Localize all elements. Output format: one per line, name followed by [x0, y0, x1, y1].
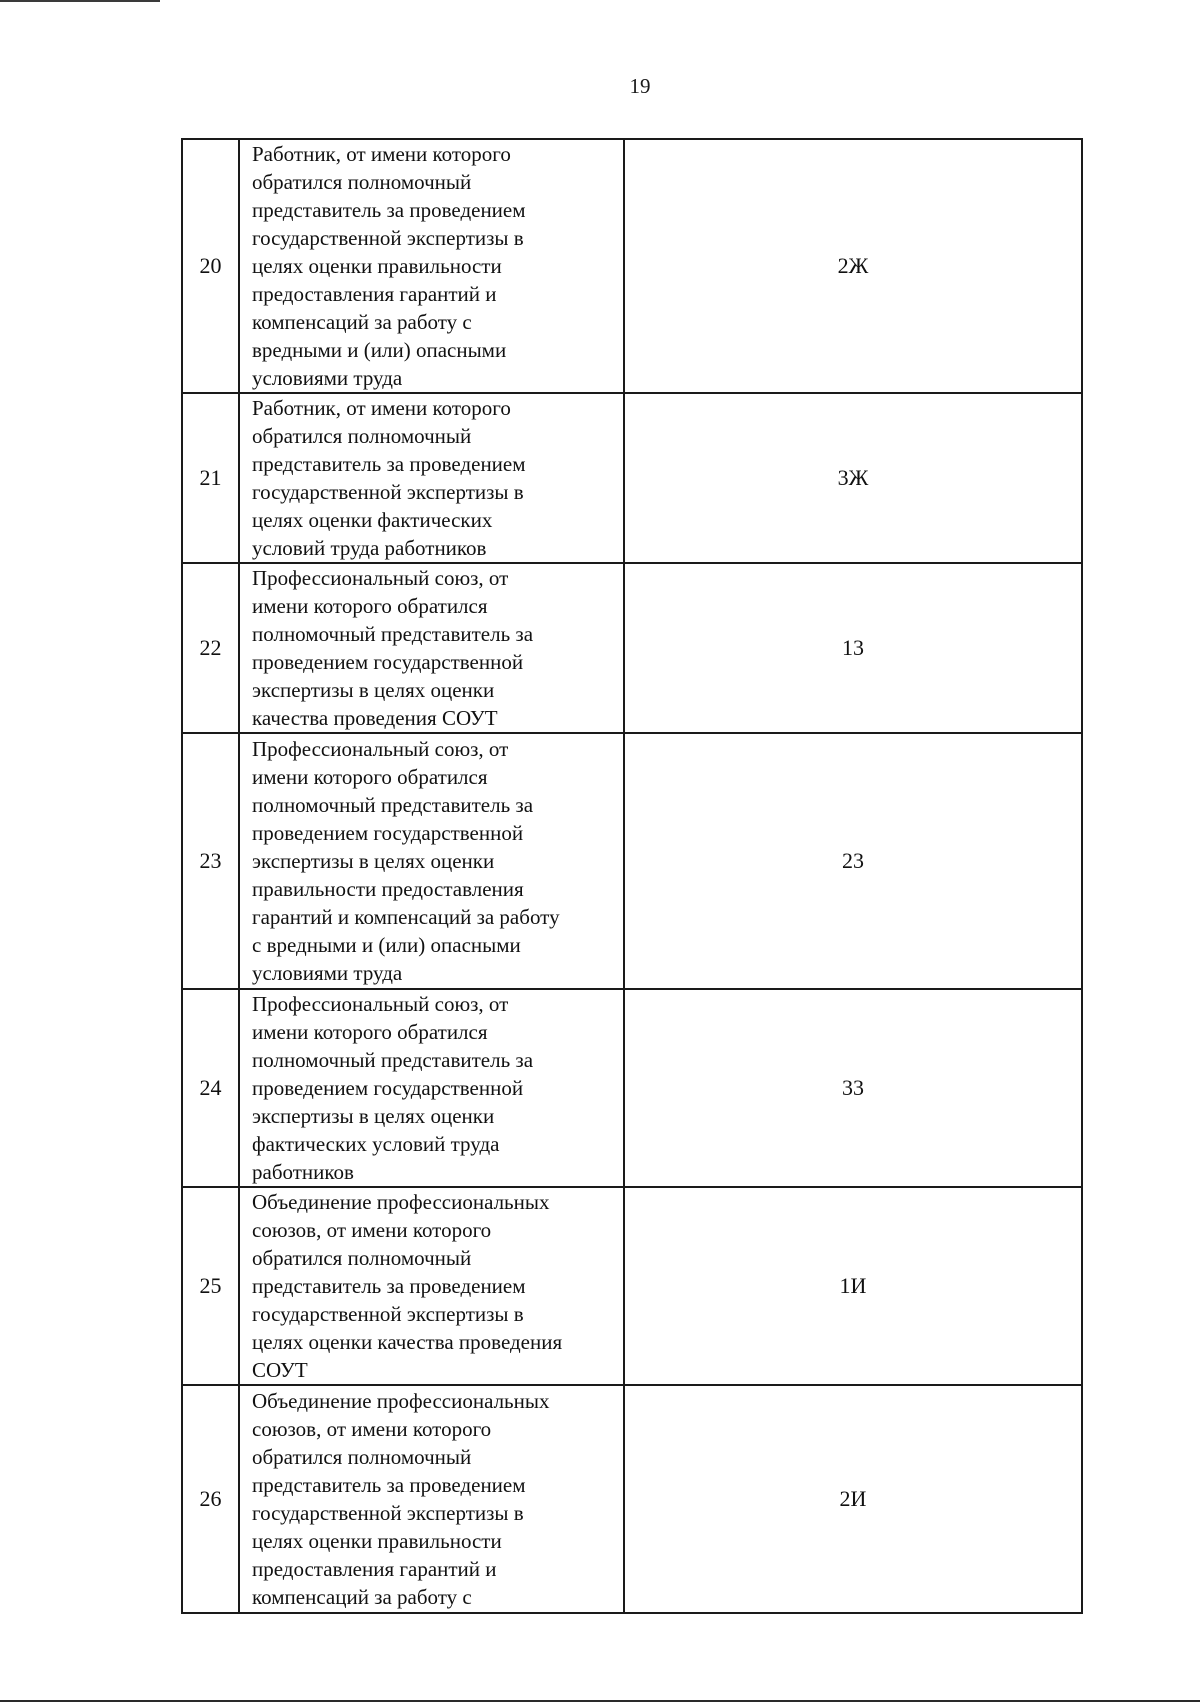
- description-line: с вредными и (или) опасными: [252, 933, 521, 957]
- row-number: 23: [182, 733, 239, 989]
- document-table: [181, 138, 1083, 1614]
- row-description: [239, 989, 624, 1187]
- description-line: полномочный представитель за: [252, 622, 534, 646]
- row-code: 13: [624, 563, 1082, 733]
- description-line: государственной экспертизы в: [252, 480, 524, 504]
- description-line: Профессиональный союз, от: [252, 737, 509, 761]
- description-line: обратился полномочный: [252, 1246, 472, 1270]
- description-line: обратился полномочный: [252, 170, 472, 194]
- description-line: Работник, от имени которого: [252, 396, 511, 420]
- description-line: союзов, от имени которого: [252, 1417, 492, 1441]
- row-number: 26: [182, 1385, 239, 1613]
- table-row: [182, 733, 1082, 989]
- description-line: имени которого обратился: [252, 765, 488, 789]
- description-line: СОУТ: [252, 1358, 308, 1382]
- description-line: целях оценки правильности: [252, 1529, 502, 1553]
- description-line: проведением государственной: [252, 1076, 524, 1100]
- description-line: представитель за проведением: [252, 1274, 526, 1298]
- description-line: Работник, от имени которого: [252, 142, 511, 166]
- row-number: 21: [182, 393, 239, 563]
- row-code: 3Ж: [624, 393, 1082, 563]
- table-row: [182, 1187, 1082, 1385]
- description-line: целях оценки качества проведения: [252, 1330, 563, 1354]
- description-line: обратился полномочный: [252, 1445, 472, 1469]
- table-row: [182, 1385, 1082, 1613]
- table-body: [182, 139, 1082, 1613]
- row-description: [239, 393, 624, 563]
- description-line: целях оценки фактических: [252, 508, 493, 532]
- page-number: 19: [629, 74, 651, 98]
- description-line: Объединение профессиональных: [252, 1389, 550, 1413]
- description-line: компенсаций за работу с: [252, 1585, 472, 1609]
- description-line: Профессиональный союз, от: [252, 992, 509, 1016]
- description-line: экспертизы в целях оценки: [252, 1104, 495, 1128]
- description-line: Профессиональный союз, от: [252, 566, 509, 590]
- description-line: экспертизы в целях оценки: [252, 849, 495, 873]
- description-line: проведением государственной: [252, 650, 524, 674]
- description-line: представитель за проведением: [252, 1473, 526, 1497]
- description-line: условиями труда: [252, 366, 403, 390]
- table-row: [182, 989, 1082, 1187]
- description-line: проведением государственной: [252, 821, 524, 845]
- description-line: государственной экспертизы в: [252, 226, 524, 250]
- description-line: полномочный представитель за: [252, 793, 534, 817]
- description-line: имени которого обратился: [252, 594, 488, 618]
- row-code: 2И: [624, 1385, 1082, 1613]
- description-line: союзов, от имени которого: [252, 1218, 492, 1242]
- description-line: полномочный представитель за: [252, 1048, 534, 1072]
- row-code: 23: [624, 733, 1082, 989]
- row-number: 20: [182, 139, 239, 393]
- description-line: работников: [252, 1160, 354, 1184]
- description-line: представитель за проведением: [252, 452, 526, 476]
- description-line: предоставления гарантий и: [252, 1557, 497, 1581]
- description-line: государственной экспертизы в: [252, 1501, 524, 1525]
- description-line: качества проведения СОУТ: [252, 706, 498, 730]
- row-code: 2Ж: [624, 139, 1082, 393]
- description-line: компенсаций за работу с: [252, 310, 472, 334]
- scan-edge-mark: [0, 0, 160, 2]
- table-row: [182, 393, 1082, 563]
- description-line: фактических условий труда: [252, 1132, 500, 1156]
- description-line: гарантий и компенсаций за работу: [252, 905, 560, 929]
- description-line: условиями труда: [252, 961, 403, 985]
- description-line: Объединение профессиональных: [252, 1190, 550, 1214]
- description-line: экспертизы в целях оценки: [252, 678, 495, 702]
- row-code: 1И: [624, 1187, 1082, 1385]
- description-line: правильности предоставления: [252, 877, 524, 901]
- row-description: [239, 139, 624, 393]
- table-row: [182, 563, 1082, 733]
- description-line: предоставления гарантий и: [252, 282, 497, 306]
- scan-bottom-edge: [0, 1700, 1200, 1702]
- row-number: 22: [182, 563, 239, 733]
- description-line: обратился полномочный: [252, 424, 472, 448]
- row-description: [239, 1385, 624, 1613]
- description-line: государственной экспертизы в: [252, 1302, 524, 1326]
- row-description: [239, 733, 624, 989]
- table-row: [182, 139, 1082, 393]
- description-line: целях оценки правильности: [252, 254, 502, 278]
- description-line: имени которого обратился: [252, 1020, 488, 1044]
- description-line: условий труда работников: [252, 536, 487, 560]
- row-description: [239, 1187, 624, 1385]
- row-description: [239, 563, 624, 733]
- description-line: представитель за проведением: [252, 198, 526, 222]
- description-line: вредными и (или) опасными: [252, 338, 507, 362]
- row-number: 24: [182, 989, 239, 1187]
- row-code: 33: [624, 989, 1082, 1187]
- row-number: 25: [182, 1187, 239, 1385]
